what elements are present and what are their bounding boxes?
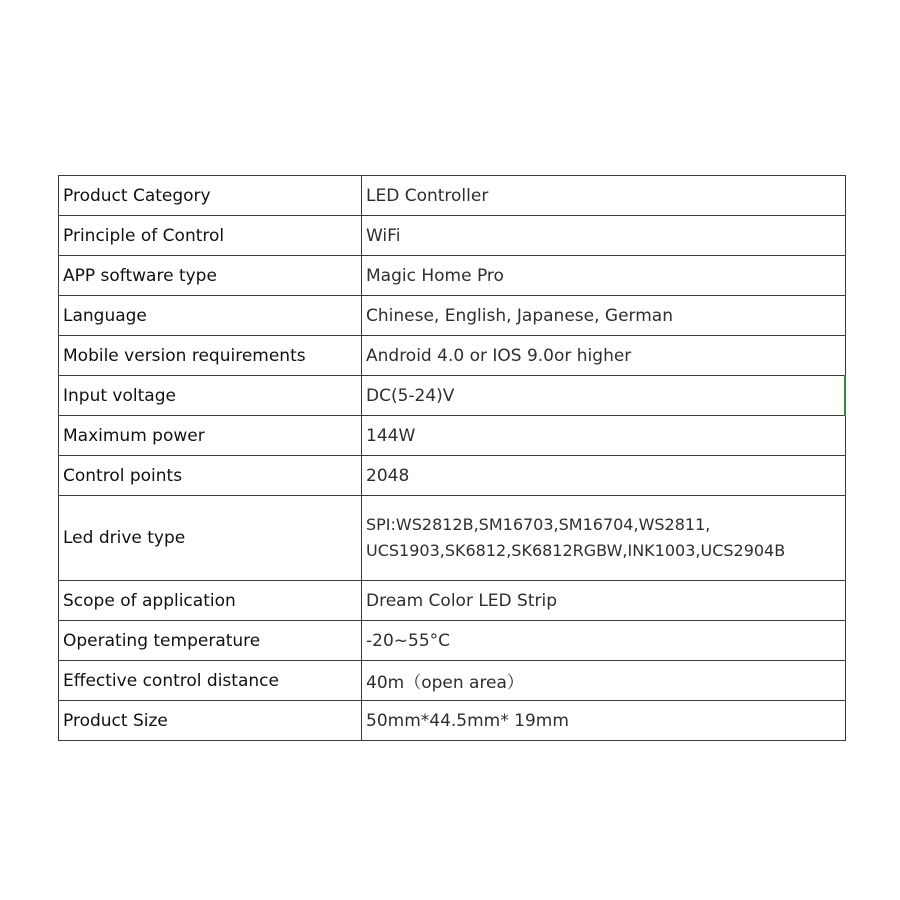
table-row xyxy=(59,176,846,216)
row-label: Operating temperature xyxy=(59,621,362,661)
value-line: SPI:WS2812B,SM16703,SM16704,WS2811, xyxy=(366,515,711,534)
row-label: Effective control distance xyxy=(59,661,362,701)
table-row xyxy=(59,701,846,741)
table-row xyxy=(59,621,846,661)
table-row xyxy=(59,416,846,456)
table-row xyxy=(59,376,846,416)
table-row xyxy=(59,456,846,496)
row-value: Magic Home Pro xyxy=(362,256,846,296)
row-label: Product Category xyxy=(59,176,362,216)
table-row xyxy=(59,256,846,296)
row-value: 2048 xyxy=(362,456,846,496)
row-value: DC(5-24)V xyxy=(362,376,846,416)
value-line: UCS1903,SK6812,SK6812RGBW,INK1003,UCS2904B xyxy=(366,541,786,560)
table-row xyxy=(59,661,846,701)
row-label: APP software type xyxy=(59,256,362,296)
row-label: Maximum power xyxy=(59,416,362,456)
row-value: 144W xyxy=(362,416,846,456)
row-value xyxy=(362,496,846,581)
table-row xyxy=(59,496,846,581)
row-value: Chinese, English, Japanese, German xyxy=(362,296,846,336)
table-row xyxy=(59,216,846,256)
row-label: Principle of Control xyxy=(59,216,362,256)
row-label: Input voltage xyxy=(59,376,362,416)
spec-table xyxy=(58,175,846,741)
row-value: Dream Color LED Strip xyxy=(362,581,846,621)
row-label: Product Size xyxy=(59,701,362,741)
row-value: WiFi xyxy=(362,216,846,256)
table-row xyxy=(59,336,846,376)
row-value: 50mm*44.5mm* 19mm xyxy=(362,701,846,741)
row-value: Android 4.0 or IOS 9.0or higher xyxy=(362,336,846,376)
row-label: Scope of application xyxy=(59,581,362,621)
row-label: Language xyxy=(59,296,362,336)
row-label: Led drive type xyxy=(59,496,362,581)
row-value: -20~55°C xyxy=(362,621,846,661)
row-value: 40m（open area） xyxy=(362,661,846,701)
table-row xyxy=(59,581,846,621)
row-label: Control points xyxy=(59,456,362,496)
row-label: Mobile version requirements xyxy=(59,336,362,376)
row-value: LED Controller xyxy=(362,176,846,216)
table-row xyxy=(59,296,846,336)
